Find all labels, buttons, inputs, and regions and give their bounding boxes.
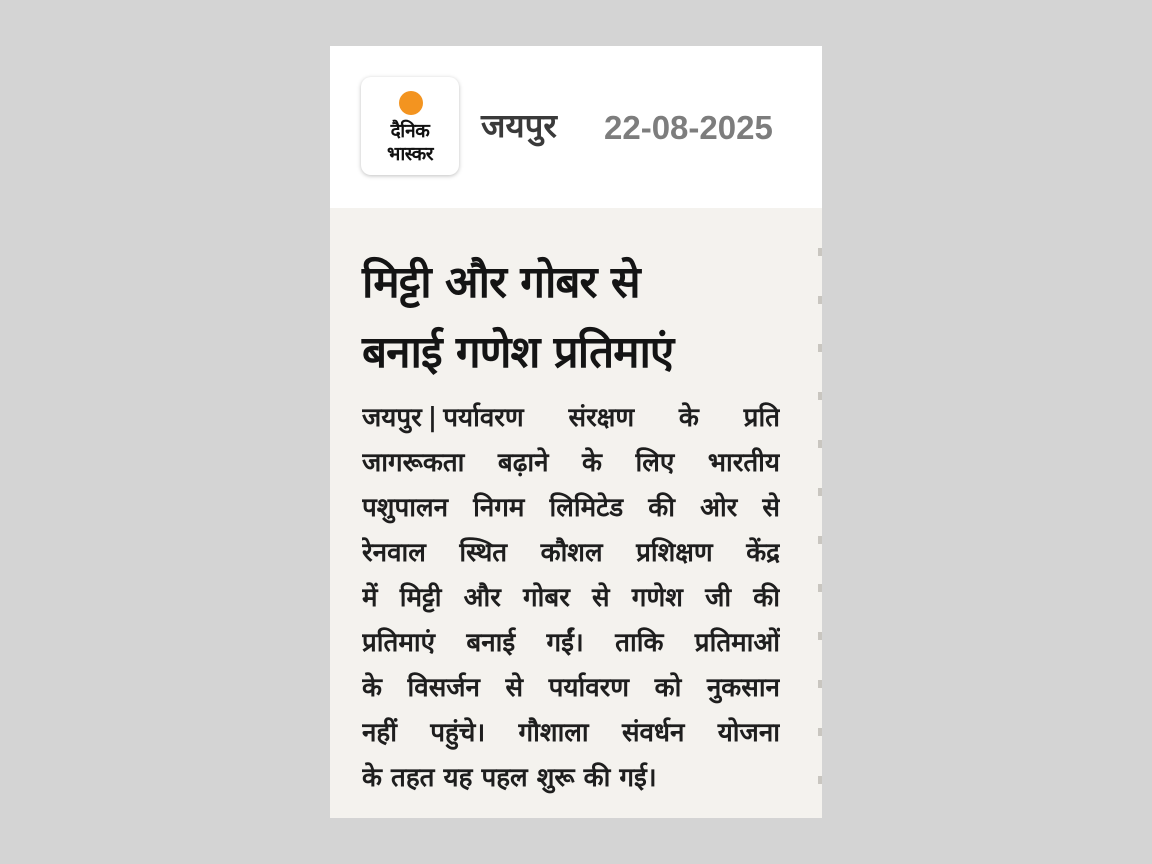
news-clipping-card xyxy=(330,46,822,818)
headline-line: बनाई गणेश प्रतिमाएं xyxy=(362,327,674,378)
body-line: जागरूकता बढ़ाने के लिए भारतीय xyxy=(362,448,780,478)
body-line: नहीं पहुंचे। गौशाला संवर्धन योजना xyxy=(362,718,780,748)
headline-line: मिट्टी और गोबर से xyxy=(362,257,640,308)
body-line: प्रतिमाएं बनाई गईं। ताकि प्रतिमाओं xyxy=(362,628,780,658)
body-line-first xyxy=(362,396,780,441)
body-line: के विसर्जन से पर्यावरण को नुकसान xyxy=(362,673,780,703)
body-line: रेनवाल स्थित कौशल प्रशिक्षण केंद्र xyxy=(362,538,780,568)
dateline: जयपुर xyxy=(362,403,422,433)
dateline-separator: | xyxy=(427,403,438,433)
edition-city: जयपुर xyxy=(481,106,557,145)
logo-text-line1: दैनिक xyxy=(390,120,430,142)
logo-text-line2: भास्कर xyxy=(386,143,434,165)
body-line: में मिट्टी और गोबर से गणेश जी की xyxy=(362,583,780,613)
dainik-bhaskar-logo xyxy=(361,77,459,175)
article-headline xyxy=(362,248,802,388)
edition-date: 22-08-2025 xyxy=(604,109,773,146)
sun-icon xyxy=(399,91,423,115)
body-line: के तहत यह पहल शुरू की गई। xyxy=(362,763,657,793)
article-clipping xyxy=(330,208,822,818)
body-line: पशुपालन निगम लिमिटेड की ओर से xyxy=(362,493,780,523)
body-line-first-text: पर्यावरण संरक्षण के प्रति xyxy=(443,403,780,433)
article-body xyxy=(362,396,780,801)
clipping-header xyxy=(330,46,822,208)
adjacent-column-edge xyxy=(818,208,822,818)
